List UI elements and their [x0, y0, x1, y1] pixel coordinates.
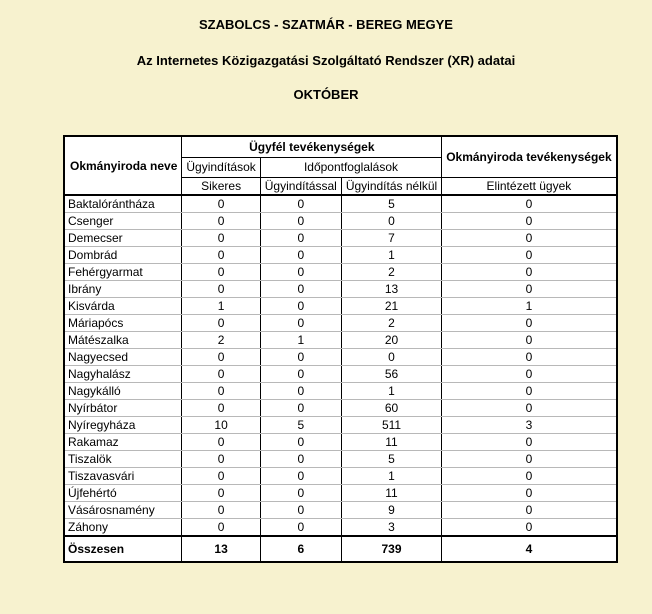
cell-successful: 0	[182, 315, 260, 332]
cell-successful: 0	[182, 230, 260, 247]
report-subtitle: Az Internetes Közigazgatási Szolgáltató Rendszer (XR) adatai	[136, 53, 516, 68]
cell-successful: 0	[182, 247, 260, 264]
table-row	[64, 264, 617, 281]
cell-office-name: Csenger	[64, 213, 182, 230]
cell-with-case: 0	[260, 434, 341, 451]
header-without-case: Ügyindítás nélkül	[341, 178, 441, 196]
cell-without-case: 20	[341, 332, 441, 349]
total-cell-office-name: Összesen	[64, 536, 182, 562]
cell-successful: 0	[182, 502, 260, 519]
table-row	[64, 434, 617, 451]
cell-with-case: 0	[260, 451, 341, 468]
cell-office-name: Baktalórántháza	[64, 195, 182, 213]
statistics-table	[63, 135, 618, 563]
cell-without-case: 5	[341, 195, 441, 213]
cell-successful: 0	[182, 264, 260, 281]
cell-without-case: 1	[341, 468, 441, 485]
header-office-name: Okmányiroda neve	[64, 136, 182, 195]
cell-without-case: 3	[341, 519, 441, 537]
table-row	[64, 417, 617, 434]
total-cell-with-case: 6	[260, 536, 341, 562]
cell-without-case: 2	[341, 264, 441, 281]
table-row	[64, 247, 617, 264]
table-row	[64, 519, 617, 537]
total-cell-without-case: 739	[341, 536, 441, 562]
cell-office-name: Ibrány	[64, 281, 182, 298]
cell-without-case: 56	[341, 366, 441, 383]
cell-without-case: 0	[341, 213, 441, 230]
cell-successful: 1	[182, 298, 260, 315]
cell-without-case: 7	[341, 230, 441, 247]
table-row	[64, 195, 617, 213]
cell-settled: 0	[442, 383, 617, 400]
cell-office-name: Mátészalka	[64, 332, 182, 349]
cell-settled: 0	[442, 332, 617, 349]
cell-settled: 0	[442, 502, 617, 519]
cell-successful: 0	[182, 485, 260, 502]
cell-office-name: Dombrád	[64, 247, 182, 264]
cell-office-name: Újfehértó	[64, 485, 182, 502]
cell-settled: 0	[442, 315, 617, 332]
cell-successful: 0	[182, 195, 260, 213]
cell-office-name: Nagyhalász	[64, 366, 182, 383]
cell-settled: 0	[442, 519, 617, 537]
table-row	[64, 281, 617, 298]
table-row	[64, 451, 617, 468]
cell-successful: 0	[182, 213, 260, 230]
cell-settled: 0	[442, 485, 617, 502]
cell-without-case: 9	[341, 502, 441, 519]
table-row	[64, 332, 617, 349]
total-cell-settled: 4	[442, 536, 617, 562]
header-with-case: Ügyindítással	[260, 178, 341, 196]
cell-settled: 0	[442, 230, 617, 247]
cell-office-name: Záhony	[64, 519, 182, 537]
cell-office-name: Kisvárda	[64, 298, 182, 315]
header-settled-cases: Elintézett ügyek	[442, 178, 617, 196]
cell-settled: 0	[442, 264, 617, 281]
cell-with-case: 1	[260, 332, 341, 349]
cell-office-name: Demecser	[64, 230, 182, 247]
cell-office-name: Nagykálló	[64, 383, 182, 400]
cell-successful: 0	[182, 434, 260, 451]
cell-successful: 0	[182, 349, 260, 366]
cell-with-case: 0	[260, 247, 341, 264]
cell-with-case: 0	[260, 281, 341, 298]
cell-without-case: 5	[341, 451, 441, 468]
cell-with-case: 0	[260, 383, 341, 400]
county-title: SZABOLCS - SZATMÁR - BEREG MEGYE	[199, 17, 453, 32]
cell-settled: 0	[442, 247, 617, 264]
cell-with-case: 0	[260, 468, 341, 485]
cell-settled: 1	[442, 298, 617, 315]
cell-settled: 0	[442, 213, 617, 230]
cell-settled: 0	[442, 366, 617, 383]
cell-successful: 0	[182, 366, 260, 383]
cell-with-case: 0	[260, 400, 341, 417]
cell-settled: 0	[442, 451, 617, 468]
cell-with-case: 0	[260, 502, 341, 519]
total-row	[64, 536, 617, 562]
header-successful: Sikeres	[182, 178, 260, 196]
cell-settled: 3	[442, 417, 617, 434]
table-row	[64, 349, 617, 366]
cell-without-case: 11	[341, 485, 441, 502]
cell-with-case: 0	[260, 315, 341, 332]
cell-office-name: Tiszalök	[64, 451, 182, 468]
header-appointments: Időpontfoglalások	[260, 157, 441, 177]
cell-office-name: Fehérgyarmat	[64, 264, 182, 281]
cell-without-case: 1	[341, 383, 441, 400]
header-row-1	[64, 136, 617, 157]
table-row	[64, 485, 617, 502]
cell-with-case: 0	[260, 264, 341, 281]
cell-settled: 0	[442, 434, 617, 451]
cell-settled: 0	[442, 281, 617, 298]
cell-office-name: Vásárosnamény	[64, 502, 182, 519]
cell-with-case: 0	[260, 519, 341, 537]
header-case-initiations: Ügyindítások	[182, 157, 260, 177]
cell-settled: 0	[442, 349, 617, 366]
table-row	[64, 468, 617, 485]
table-row	[64, 400, 617, 417]
cell-settled: 0	[442, 468, 617, 485]
cell-office-name: Máriapócs	[64, 315, 182, 332]
cell-with-case: 0	[260, 195, 341, 213]
cell-successful: 2	[182, 332, 260, 349]
table-row	[64, 213, 617, 230]
cell-with-case: 0	[260, 230, 341, 247]
cell-without-case: 21	[341, 298, 441, 315]
cell-with-case: 0	[260, 298, 341, 315]
cell-successful: 10	[182, 417, 260, 434]
cell-with-case: 0	[260, 366, 341, 383]
table-row	[64, 315, 617, 332]
cell-office-name: Rakamaz	[64, 434, 182, 451]
cell-without-case: 1	[341, 247, 441, 264]
header-office-activities: Okmányiroda tevékenységek	[442, 136, 617, 178]
table-row	[64, 230, 617, 247]
cell-without-case: 0	[341, 349, 441, 366]
cell-without-case: 11	[341, 434, 441, 451]
cell-without-case: 60	[341, 400, 441, 417]
cell-office-name: Tiszavasvári	[64, 468, 182, 485]
table-row	[64, 383, 617, 400]
cell-without-case: 2	[341, 315, 441, 332]
month-title: OKTÓBER	[293, 87, 359, 102]
cell-successful: 0	[182, 519, 260, 537]
cell-office-name: Nagyecsed	[64, 349, 182, 366]
cell-with-case: 0	[260, 349, 341, 366]
cell-without-case: 13	[341, 281, 441, 298]
cell-with-case: 0	[260, 213, 341, 230]
cell-with-case: 5	[260, 417, 341, 434]
cell-office-name: Nyíregyháza	[64, 417, 182, 434]
table-row	[64, 298, 617, 315]
table-row	[64, 366, 617, 383]
cell-successful: 0	[182, 281, 260, 298]
header-client-activities: Ügyfél tevékenységek	[182, 136, 442, 157]
cell-settled: 0	[442, 400, 617, 417]
cell-without-case: 511	[341, 417, 441, 434]
cell-settled: 0	[442, 195, 617, 213]
cell-office-name: Nyírbátor	[64, 400, 182, 417]
cell-successful: 0	[182, 468, 260, 485]
cell-successful: 0	[182, 451, 260, 468]
table-row	[64, 502, 617, 519]
cell-successful: 0	[182, 400, 260, 417]
cell-successful: 0	[182, 383, 260, 400]
total-cell-successful: 13	[182, 536, 260, 562]
cell-with-case: 0	[260, 485, 341, 502]
